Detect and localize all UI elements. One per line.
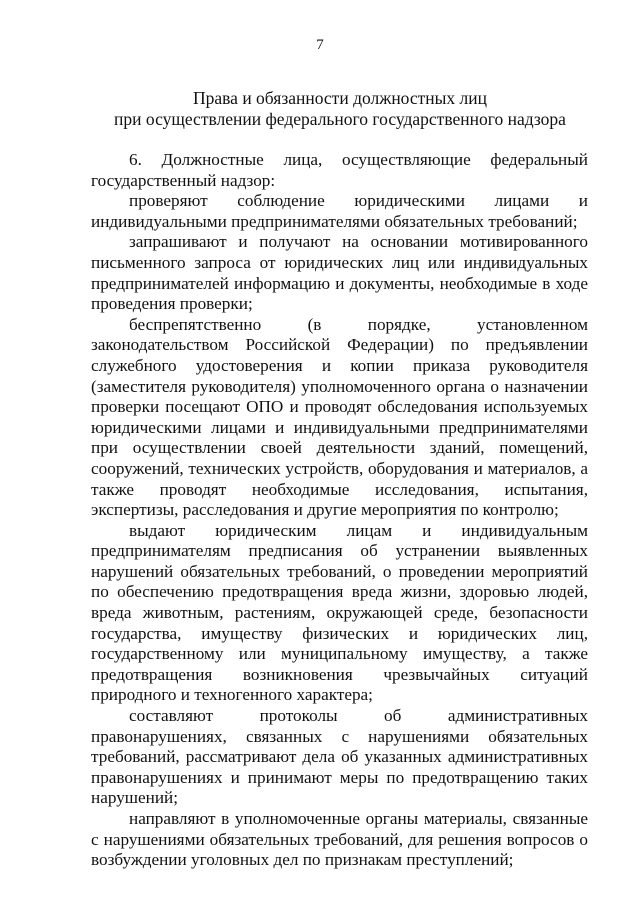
paragraph-verify: проверяют соблюдение юридическими лицами и индивидуальными предпринимателями обязательных требований; xyxy=(91,191,588,231)
page-number: 7 xyxy=(316,37,324,53)
section-title-line-2: при осуществлении федерального государственного надзора xyxy=(114,109,566,129)
paragraph-prescriptions: выдают юридическим лицам и индивидуальным предпринимателям предписания об устранении выявленных нарушений обязательных требований, о проведении мероприятий по обеспечению предотвращения вреда жизни, здоровью людей, вреда животным, растениям, окружающей среде, безопасности государства, имуществу физических и юридических лиц, государственному или муниципальному имуществу, а также предотвращения возникновения чрезвычайных ситуаций природного и техногенного характера; xyxy=(91,520,588,705)
section-title xyxy=(0,88,640,130)
paragraph-referral: направляют в уполномоченные органы материалы, связанные с нарушениями обязательных требований, для решения вопросов о возбуждении уголовных дел по признакам преступлений; xyxy=(91,809,588,870)
document-body xyxy=(91,150,588,871)
paragraph-inspect: беспрепятственно (в порядке, установленном законодательством Российской Федерации) по предъявлении служебного удостоверения и копии приказа руководителя (заместителя руководителя) уполномоченного органа о назначении проверки посещают ОПО и проводят обследования используемых юридическими лицами и индивидуальными предпринимателями при осуществлении своей деятельности зданий, помещений, сооружений, технических устройств, оборудования и материалов, а также проводят необходимые исследования, испытания, экспертизы, расследования и другие мероприятия по контролю; xyxy=(91,314,588,520)
paragraph-protocols: составляют протоколы об административных правонарушениях, связанных с нарушениями обязательных требований, рассматривают дела об указанных административных правонарушениях и принимают меры по предотвращению таких нарушений; xyxy=(91,706,588,808)
section-title-line-1: Права и обязанности должностных лиц xyxy=(192,88,487,108)
paragraph-intro: 6. Должностные лица, осуществляющие федеральный государственный надзор: xyxy=(91,150,588,190)
paragraph-request: запрашивают и получают на основании мотивированного письменного запроса от юридических лиц или индивидуальных предпринимателей информацию и документы, необходимые в ходе проведения проверки; xyxy=(91,232,588,314)
